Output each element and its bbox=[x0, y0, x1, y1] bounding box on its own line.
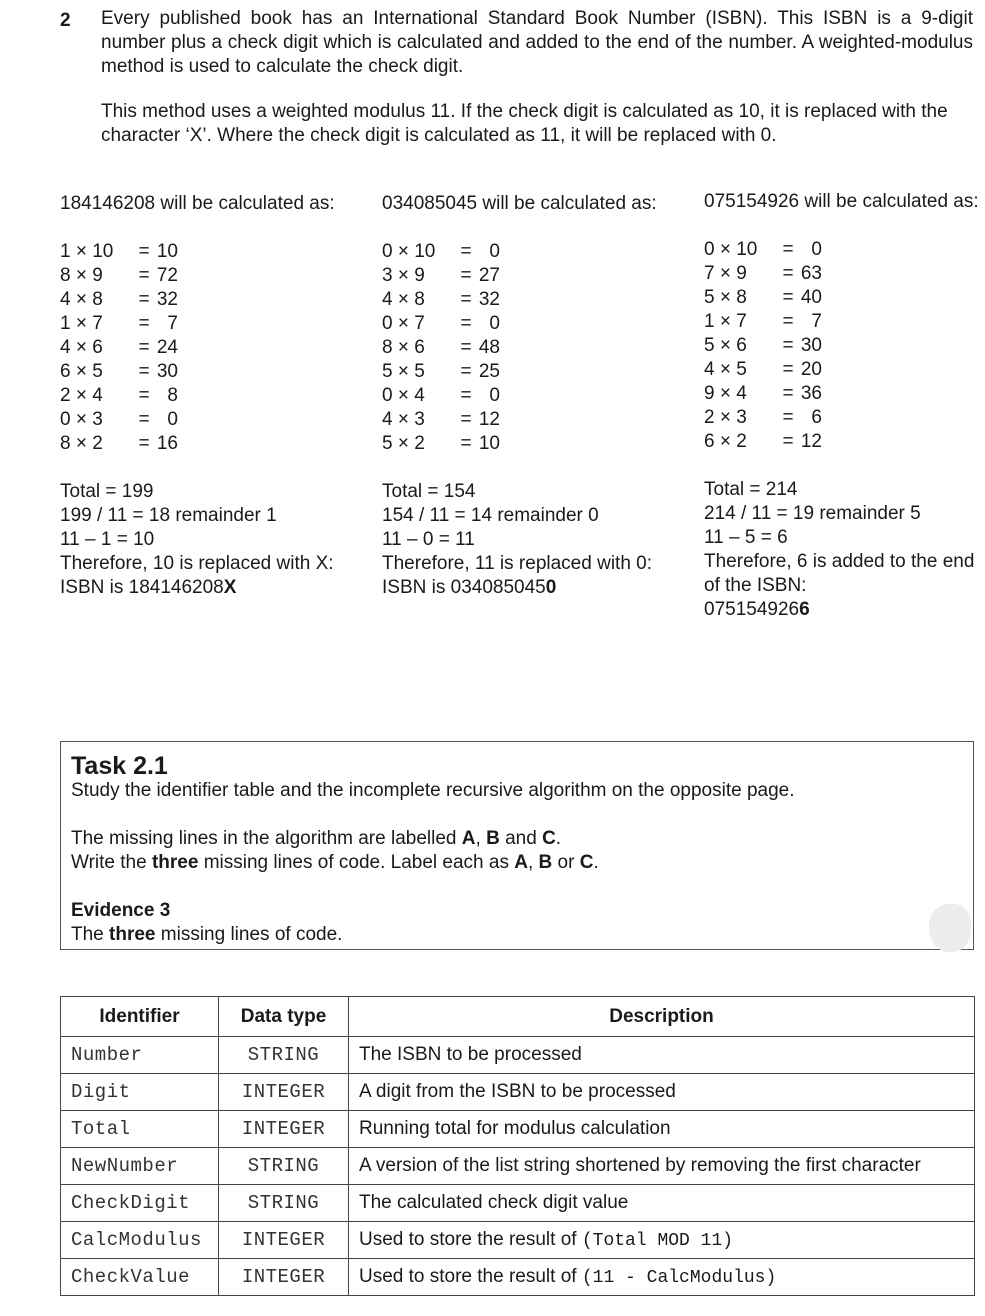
calc-result bbox=[776, 334, 822, 358]
calc-equals: = bbox=[138, 313, 150, 334]
therefore-line: Therefore, 10 is replaced with X: bbox=[60, 553, 334, 574]
totals-block bbox=[704, 478, 985, 550]
calc-result bbox=[776, 430, 822, 454]
calc-row bbox=[704, 430, 985, 454]
isbn-result bbox=[60, 576, 350, 600]
calc-result bbox=[454, 240, 500, 264]
table-row bbox=[61, 1259, 975, 1296]
calc-equals: = bbox=[460, 241, 472, 262]
calc-equals: = bbox=[782, 239, 794, 260]
calc-result bbox=[776, 358, 822, 382]
total-line: Total = 214 bbox=[704, 479, 798, 500]
calc-equals: = bbox=[782, 263, 794, 284]
calc-result bbox=[776, 238, 822, 262]
calc-value: 12 bbox=[478, 409, 500, 430]
calc-result bbox=[454, 288, 500, 312]
data-type-cell: STRING bbox=[219, 1185, 349, 1222]
calc-expression: 7 × 9 bbox=[704, 263, 747, 284]
calc-equals: = bbox=[782, 287, 794, 308]
calc-expression: 1 × 7 bbox=[704, 311, 747, 332]
table-row bbox=[61, 1148, 975, 1185]
isbn-prefix: ISBN is 184146208 bbox=[60, 577, 224, 598]
calculation-rows bbox=[382, 240, 672, 456]
calc-row bbox=[704, 382, 985, 406]
calc-result bbox=[132, 408, 178, 432]
calc-value: 0 bbox=[167, 409, 178, 430]
calc-expression: 6 × 2 bbox=[704, 431, 747, 452]
identifier-cell: Number bbox=[61, 1037, 219, 1074]
calc-equals: = bbox=[460, 289, 472, 310]
isbn-check-digit: X bbox=[223, 577, 237, 598]
calc-result bbox=[776, 286, 822, 310]
calc-expression: 2 × 3 bbox=[704, 407, 747, 428]
calc-value: 10 bbox=[156, 241, 178, 262]
calc-result bbox=[132, 432, 178, 456]
total-line: Total = 154 bbox=[382, 481, 476, 502]
calc-result bbox=[776, 382, 822, 406]
calc-expression: 4 × 3 bbox=[382, 409, 425, 430]
calc-value: 7 bbox=[167, 313, 178, 334]
identifier-cell: Digit bbox=[61, 1074, 219, 1111]
table-row bbox=[61, 1222, 975, 1259]
calc-expression: 8 × 6 bbox=[382, 337, 425, 358]
calc-expression: 4 × 8 bbox=[60, 289, 103, 310]
identifier-cell: Total bbox=[61, 1111, 219, 1148]
description-text: The calculated check digit value bbox=[359, 1192, 629, 1213]
calc-row bbox=[60, 312, 350, 336]
question-number: 2 bbox=[60, 10, 71, 31]
total-line: Total = 199 bbox=[60, 481, 154, 502]
calc-value: 0 bbox=[811, 239, 822, 260]
division-line: 154 / 11 = 14 remainder 0 bbox=[382, 505, 599, 526]
data-type-cell: STRING bbox=[219, 1148, 349, 1185]
example-heading: 184146208 will be calculated as: bbox=[60, 193, 335, 214]
calc-result bbox=[776, 310, 822, 334]
identifier-table bbox=[60, 996, 975, 1296]
therefore-line: Therefore, 6 is added to the end of the ISBN: bbox=[704, 551, 975, 596]
example-column bbox=[60, 192, 350, 600]
description-cell bbox=[349, 1037, 975, 1074]
calc-expression: 5 × 8 bbox=[704, 287, 747, 308]
calc-equals: = bbox=[782, 359, 794, 380]
calc-row bbox=[704, 406, 985, 430]
totals-block bbox=[60, 480, 350, 552]
calc-equals: = bbox=[138, 265, 150, 286]
totals-block bbox=[382, 480, 672, 552]
calc-value: 30 bbox=[800, 335, 822, 356]
table-header-row bbox=[61, 997, 975, 1037]
calc-result bbox=[132, 336, 178, 360]
calc-row bbox=[60, 360, 350, 384]
calc-equals: = bbox=[138, 409, 150, 430]
identifier-cell: CheckDigit bbox=[61, 1185, 219, 1222]
calc-row bbox=[704, 286, 985, 310]
calc-value: 20 bbox=[800, 359, 822, 380]
calc-row bbox=[704, 238, 985, 262]
header-description: Description bbox=[349, 997, 975, 1037]
calc-row bbox=[704, 262, 985, 286]
calc-row bbox=[382, 264, 672, 288]
calc-expression: 0 × 4 bbox=[382, 385, 425, 406]
description-code: (11 - CalcModulus) bbox=[581, 1268, 777, 1288]
calc-result bbox=[454, 264, 500, 288]
calc-expression: 8 × 9 bbox=[60, 265, 103, 286]
calc-value: 16 bbox=[156, 433, 178, 454]
calc-equals: = bbox=[460, 337, 472, 358]
calc-expression: 8 × 2 bbox=[60, 433, 103, 454]
calc-result bbox=[454, 432, 500, 456]
scan-smudge bbox=[929, 904, 971, 952]
calc-equals: = bbox=[138, 433, 150, 454]
calc-row bbox=[60, 264, 350, 288]
header-data-type: Data type bbox=[219, 997, 349, 1037]
calc-value: 7 bbox=[811, 311, 822, 332]
therefore-line: Therefore, 11 is replaced with 0: bbox=[382, 553, 653, 574]
task-missing-lines: The missing lines in the algorithm are labelled A, B and C. bbox=[71, 828, 562, 849]
calc-result bbox=[776, 406, 822, 430]
data-type-cell: INTEGER bbox=[219, 1259, 349, 1296]
calc-result bbox=[454, 384, 500, 408]
calc-equals: = bbox=[460, 409, 472, 430]
calc-value: 8 bbox=[167, 385, 178, 406]
calc-row bbox=[704, 334, 985, 358]
table-row bbox=[61, 1074, 975, 1111]
division-line: 214 / 11 = 19 remainder 5 bbox=[704, 503, 921, 524]
example-column bbox=[382, 192, 672, 600]
calc-expression: 0 × 3 bbox=[60, 409, 103, 430]
calc-equals: = bbox=[460, 313, 472, 334]
calc-value: 0 bbox=[489, 385, 500, 406]
description-text: A digit from the ISBN to be processed bbox=[359, 1081, 676, 1102]
evidence-description: The three missing lines of code. bbox=[71, 924, 343, 945]
identifier-cell: CalcModulus bbox=[61, 1222, 219, 1259]
method-paragraph: This method uses a weighted modulus 11. If the check digit is calculated as 10, it is replaced with the character ‘X’. Where the check digit is calculated as 11, it will be replaced with 0. bbox=[101, 101, 948, 146]
calc-row bbox=[382, 384, 672, 408]
calc-expression: 0 × 7 bbox=[382, 313, 425, 334]
calc-value: 10 bbox=[478, 433, 500, 454]
calc-value: 12 bbox=[800, 431, 822, 452]
description-text: Used to store the result of bbox=[359, 1229, 582, 1250]
evidence-title: Evidence 3 bbox=[71, 900, 171, 921]
calc-value: 24 bbox=[156, 337, 178, 358]
description-cell bbox=[349, 1259, 975, 1296]
isbn-check-digit: 6 bbox=[799, 599, 810, 620]
example-column bbox=[704, 190, 985, 622]
calc-value: 72 bbox=[156, 265, 178, 286]
calc-row bbox=[60, 336, 350, 360]
data-type-cell: INTEGER bbox=[219, 1111, 349, 1148]
description-cell bbox=[349, 1074, 975, 1111]
calc-result bbox=[132, 384, 178, 408]
calc-result bbox=[132, 288, 178, 312]
data-type-cell: INTEGER bbox=[219, 1222, 349, 1259]
data-type-cell: INTEGER bbox=[219, 1074, 349, 1111]
description-text: The ISBN to be processed bbox=[359, 1044, 582, 1065]
calc-value: 40 bbox=[800, 287, 822, 308]
calc-equals: = bbox=[138, 289, 150, 310]
calc-equals: = bbox=[782, 311, 794, 332]
calc-row bbox=[60, 408, 350, 432]
calc-value: 30 bbox=[156, 361, 178, 382]
intro-paragraph: Every published book has an International Standard Book Number (ISBN). This ISBN is a 9-digit number plus a check digit which is calculated and added to the end of the number. A weighted-modulus method is used to calculate the check digit. bbox=[101, 8, 973, 77]
calc-result bbox=[132, 264, 178, 288]
subtraction-line: 11 – 1 = 10 bbox=[60, 529, 155, 550]
description-code: (Total MOD 11) bbox=[581, 1231, 734, 1251]
task-write-lines: Write the three missing lines of code. Label each as A, B or C. bbox=[71, 852, 599, 873]
calc-row bbox=[382, 288, 672, 312]
calc-expression: 5 × 5 bbox=[382, 361, 425, 382]
data-type-cell: STRING bbox=[219, 1037, 349, 1074]
header-identifier: Identifier bbox=[61, 997, 219, 1037]
description-cell bbox=[349, 1148, 975, 1185]
calc-result bbox=[776, 262, 822, 286]
description-cell bbox=[349, 1111, 975, 1148]
calc-expression: 3 × 9 bbox=[382, 265, 425, 286]
calc-row bbox=[60, 432, 350, 456]
calc-expression: 1 × 7 bbox=[60, 313, 103, 334]
calc-result bbox=[454, 408, 500, 432]
calc-row bbox=[60, 240, 350, 264]
calc-result bbox=[454, 312, 500, 336]
calc-expression: 9 × 4 bbox=[704, 383, 747, 404]
calc-equals: = bbox=[138, 337, 150, 358]
subtraction-line: 11 – 0 = 11 bbox=[382, 529, 475, 550]
calc-expression: 0 × 10 bbox=[704, 239, 758, 260]
calculation-rows bbox=[704, 238, 985, 454]
task-instruction: Study the identifier table and the incomplete recursive algorithm on the opposite page. bbox=[71, 780, 795, 801]
calc-equals: = bbox=[460, 265, 472, 286]
calc-expression: 4 × 5 bbox=[704, 359, 747, 380]
calc-row bbox=[382, 360, 672, 384]
table-row bbox=[61, 1111, 975, 1148]
calc-row bbox=[382, 432, 672, 456]
calc-value: 32 bbox=[478, 289, 500, 310]
calc-equals: = bbox=[782, 431, 794, 452]
isbn-result bbox=[704, 598, 985, 622]
description-text: A version of the list string shortened by removing the first character bbox=[359, 1155, 921, 1176]
description-text: Used to store the result of bbox=[359, 1266, 582, 1287]
calc-value: 6 bbox=[811, 407, 822, 428]
calc-equals: = bbox=[460, 433, 472, 454]
subtraction-line: 11 – 5 = 6 bbox=[704, 527, 788, 548]
calc-value: 25 bbox=[478, 361, 500, 382]
description-cell bbox=[349, 1185, 975, 1222]
calc-expression: 5 × 6 bbox=[704, 335, 747, 356]
calc-equals: = bbox=[460, 385, 472, 406]
calc-row bbox=[382, 312, 672, 336]
calc-equals: = bbox=[138, 385, 150, 406]
isbn-prefix: ISBN is 034085045 bbox=[382, 577, 546, 598]
calc-result bbox=[132, 240, 178, 264]
calc-result bbox=[454, 336, 500, 360]
calc-row bbox=[704, 358, 985, 382]
calc-row bbox=[60, 384, 350, 408]
calc-result bbox=[132, 360, 178, 384]
identifier-cell: NewNumber bbox=[61, 1148, 219, 1185]
calc-equals: = bbox=[138, 241, 150, 262]
task-box bbox=[60, 741, 974, 950]
calc-row bbox=[382, 240, 672, 264]
calc-value: 32 bbox=[156, 289, 178, 310]
calc-equals: = bbox=[782, 383, 794, 404]
calc-equals: = bbox=[782, 335, 794, 356]
description-text: Running total for modulus calculation bbox=[359, 1118, 671, 1139]
calc-expression: 1 × 10 bbox=[60, 241, 114, 262]
calc-value: 48 bbox=[478, 337, 500, 358]
example-heading: 075154926 will be calculated as: bbox=[704, 191, 979, 212]
calc-row bbox=[704, 310, 985, 334]
calc-value: 63 bbox=[800, 263, 822, 284]
isbn-prefix: 075154926 bbox=[704, 599, 800, 620]
calc-equals: = bbox=[782, 407, 794, 428]
calc-row bbox=[382, 336, 672, 360]
calc-equals: = bbox=[460, 361, 472, 382]
calc-expression: 4 × 6 bbox=[60, 337, 103, 358]
calc-value: 27 bbox=[478, 265, 500, 286]
calc-value: 0 bbox=[489, 241, 500, 262]
calc-result bbox=[454, 360, 500, 384]
isbn-check-digit: 0 bbox=[545, 577, 557, 598]
calc-result bbox=[132, 312, 178, 336]
division-line: 199 / 11 = 18 remainder 1 bbox=[60, 505, 277, 526]
calc-row bbox=[382, 408, 672, 432]
calc-expression: 5 × 2 bbox=[382, 433, 425, 454]
calc-expression: 4 × 8 bbox=[382, 289, 425, 310]
calc-equals: = bbox=[138, 361, 150, 382]
table-row bbox=[61, 1185, 975, 1222]
task-title: Task 2.1 bbox=[71, 752, 168, 780]
calc-value: 36 bbox=[800, 383, 822, 404]
calc-expression: 0 × 10 bbox=[382, 241, 436, 262]
calculation-rows bbox=[60, 240, 350, 456]
calc-value: 0 bbox=[489, 313, 500, 334]
example-heading: 034085045 will be calculated as: bbox=[382, 193, 657, 214]
identifier-cell: CheckValue bbox=[61, 1259, 219, 1296]
description-cell bbox=[349, 1222, 975, 1259]
calc-row bbox=[60, 288, 350, 312]
isbn-result bbox=[382, 576, 672, 600]
calc-expression: 6 × 5 bbox=[60, 361, 103, 382]
calc-expression: 2 × 4 bbox=[60, 385, 103, 406]
table-row bbox=[61, 1037, 975, 1074]
